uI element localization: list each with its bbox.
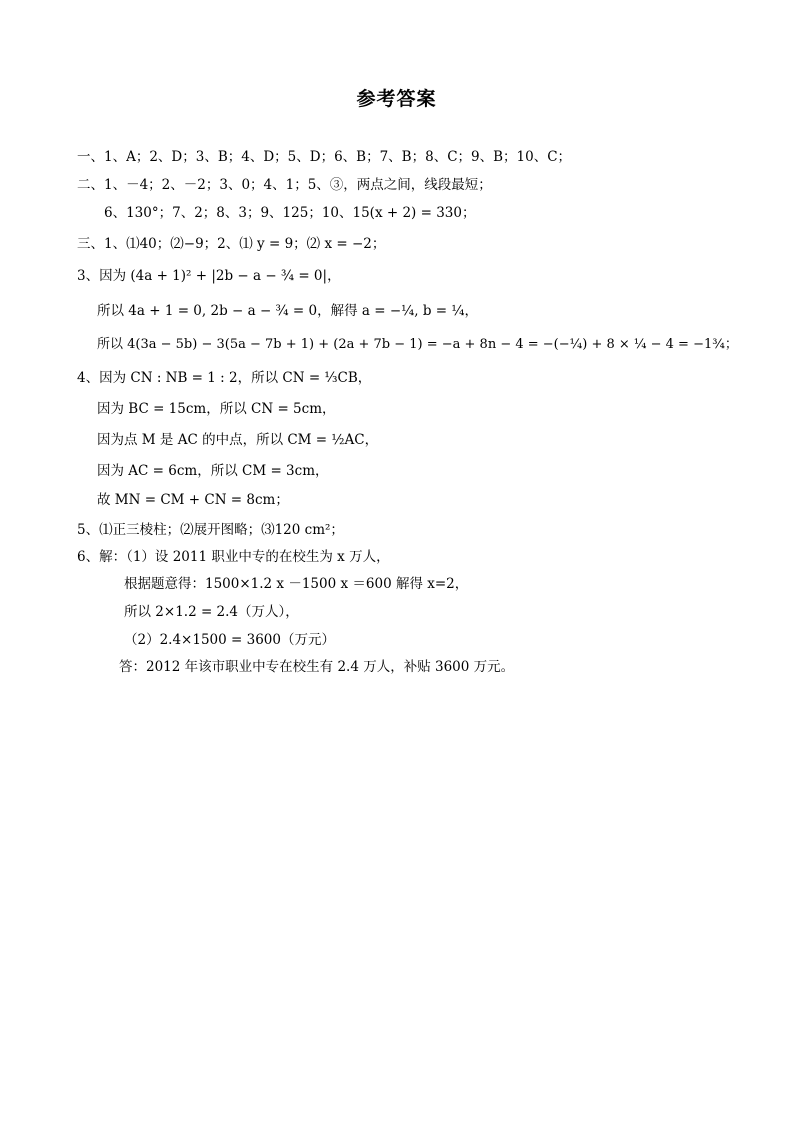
answer-line-16: 所以 2×1.2 = 2.4（万人）， (124, 604, 299, 620)
answer-line-18: 答：2012 年该市职业中专在校生有 2.4 万人，补贴 3600 万元。 (119, 659, 515, 675)
answer-line-10: 因为点 M 是 AC 的中点，所以 CM = ½AC， (97, 432, 379, 448)
answer-line-4: 三、1、⑴40；⑵−9；2、⑴ y = 9；⑵ x = −2； (77, 236, 386, 252)
answer-line-14: 6、解：（1）设 2011 职业中专的在校生为 x 万人， (77, 549, 390, 565)
answer-line-13: 5、⑴正三棱柱；⑵展开图略；⑶120 cm²； (77, 522, 344, 538)
answer-line-7: 所以 4(3a − 5b) − 3(5a − 7b + 1) + (2a + 7b − 1) = −a + 8n − 4 = −(−¼) + 8 × ¼ − 4 = −1¾； (97, 337, 738, 352)
answer-line-17: （2）2.4×1500 = 3600（万元） (124, 632, 335, 648)
answer-line-15: 根据题意得：1500×1.2 x －1500 x ＝600 解得 x=2， (124, 576, 469, 592)
answer-line-3: 6、130°；7、2；8、3；9、125；10、15(x + 2) = 330； (104, 205, 476, 221)
answer-line-9: 因为 BC = 15cm，所以 CN = 5cm， (97, 401, 336, 417)
answer-line-11: 因为 AC = 6cm，所以 CM = 3cm， (97, 463, 329, 479)
answer-line-2: 二、1、－4；2、－2；3、0；4、1；5、③，两点之间，线段最短； (77, 177, 492, 193)
answer-line-1: 一、1、A；2、D；3、B；4、D；5、D；6、B；7、B；8、C；9、B；10、C； (77, 149, 572, 165)
answer-line-8: 4、因为 CN : NB = 1 : 2，所以 CN = ⅓CB， (77, 370, 372, 386)
answer-line-6: 所以 4a + 1 = 0, 2b − a − ¾ = 0，解得 a = −¼, b = ¼， (97, 303, 478, 319)
document-title: 参考答案 (356, 88, 437, 110)
answer-line-12: 故 MN = CM + CN = 8cm； (97, 492, 289, 508)
answer-line-5: 3、因为 (4a + 1)² + |2b − a − ¾ = 0|， (77, 268, 341, 284)
